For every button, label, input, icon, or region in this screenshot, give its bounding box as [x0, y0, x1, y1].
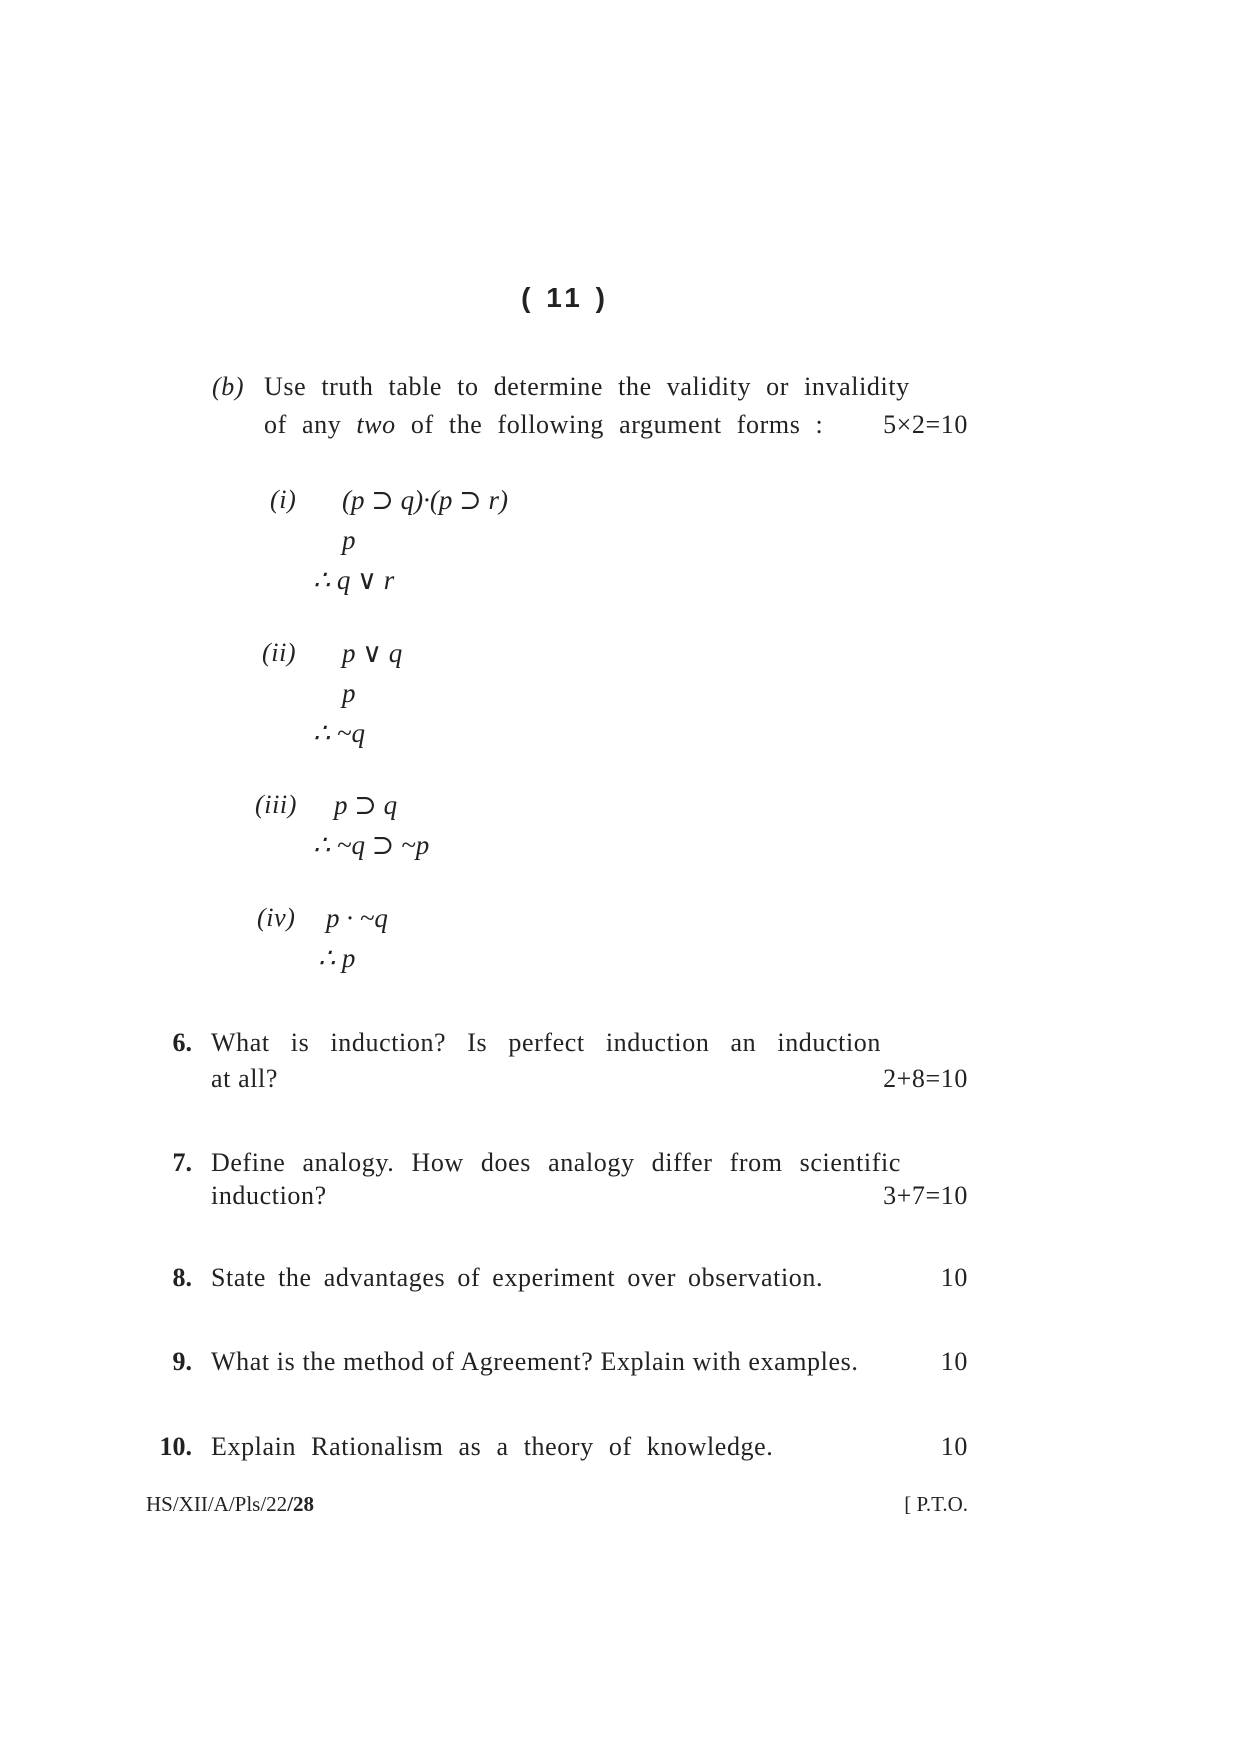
question-text-cont: at all?	[211, 1064, 278, 1093]
argument-label: (iii)	[255, 790, 297, 819]
argument-premise: (p ⊃ q)·(p ⊃ r)	[342, 485, 508, 515]
page-number: ( 11 )	[521, 282, 609, 313]
question-marks: 10	[940, 1432, 968, 1461]
argument-premise: p	[342, 678, 356, 708]
pto-marker: [ P.T.O.	[904, 1492, 968, 1516]
part-b-line2-emphasis: two	[356, 410, 396, 439]
question-text: What is the method of Agreement? Explain with examples.	[211, 1347, 859, 1376]
argument-conclusion: ∴ ~q	[313, 718, 366, 748]
part-b-label: (b)	[212, 372, 245, 401]
argument-label: (i)	[270, 485, 297, 514]
argument-conclusion: ∴ q ∨ r	[313, 565, 395, 595]
question-marks: 10	[940, 1347, 968, 1376]
question-text-cont: induction?	[211, 1181, 327, 1210]
argument-label: (ii)	[262, 638, 297, 667]
question-marks: 10	[940, 1263, 968, 1292]
question-marks: 2+8=10	[883, 1064, 968, 1093]
argument-conclusion: ∴ ~q ⊃ ~p	[313, 830, 430, 860]
question-number: 8.	[172, 1263, 192, 1292]
question-text: Define analogy. How does analogy differ from scientific	[211, 1148, 901, 1177]
paper-code-suffix: /28	[287, 1492, 315, 1516]
question-text: State the advantages of experiment over observation.	[211, 1263, 824, 1292]
question-text: What is induction? Is perfect induction an induction	[211, 1028, 881, 1057]
argument-premise: p	[342, 525, 356, 555]
question-marks: 3+7=10	[883, 1181, 968, 1210]
question-number: 10.	[159, 1432, 192, 1461]
part-b-line2	[264, 410, 823, 440]
argument-label: (iv)	[257, 903, 296, 932]
question-number: 9.	[172, 1347, 192, 1376]
question-number: 6.	[172, 1028, 192, 1057]
part-b-line2-pre: of any	[264, 410, 342, 439]
argument-conclusion: ∴ p	[318, 943, 356, 973]
argument-premise: p ∨ q	[342, 638, 403, 668]
part-b-line2-post: of the following argument forms :	[410, 410, 824, 439]
argument-premise: p · ~q	[326, 903, 388, 933]
paper-code-prefix: HS/XII/A/Pls/22	[146, 1492, 288, 1516]
question-number: 7.	[172, 1148, 192, 1177]
paper-code	[146, 1492, 314, 1517]
part-b-line1: Use truth table to determine the validity or invalidity	[264, 372, 910, 401]
question-text: Explain Rationalism as a theory of knowledge.	[211, 1432, 774, 1461]
part-b-marks: 5×2=10	[883, 410, 968, 439]
argument-premise: p ⊃ q	[334, 790, 398, 820]
